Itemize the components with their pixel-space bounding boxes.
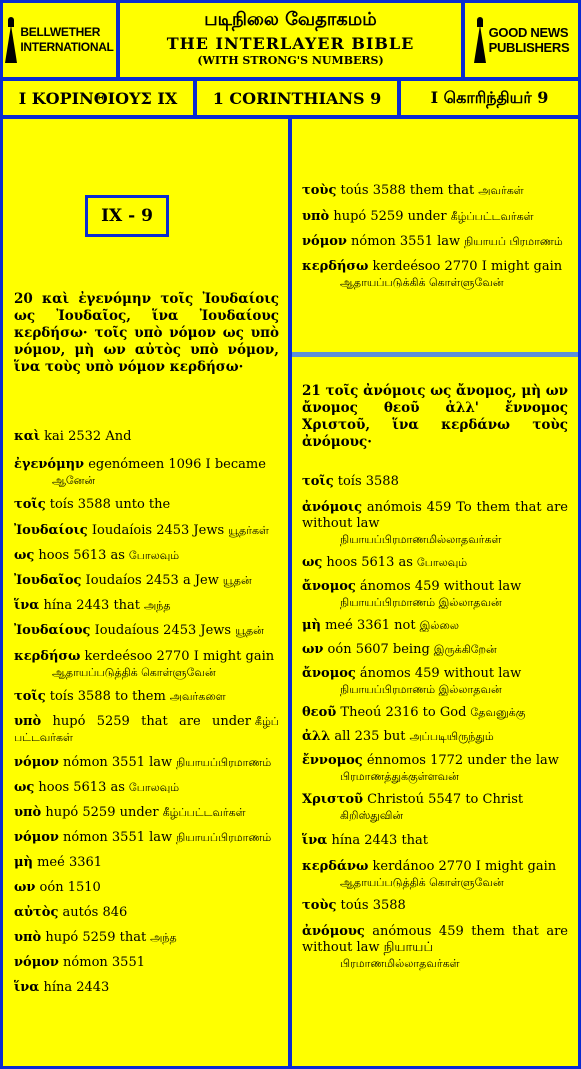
left-logo-line1: BELLWETHER [20,25,101,39]
greek-word: κερδάνω [302,859,369,874]
tamil-gloss: இல்லை [419,619,459,632]
greek-word: ἵνα [14,598,40,613]
transliteration-strongs-gloss: oón 5607 being [323,642,430,657]
transliteration-strongs-gloss: toús 3588 [336,898,406,913]
tamil-gloss: யூதன் [222,574,252,587]
word-entry [14,714,279,746]
transliteration-strongs-gloss: nómon 3551 law [346,234,461,249]
tamil-gloss: அந்த [144,599,171,612]
word-entry [14,598,279,614]
greek-word: ων [14,880,36,895]
greek-word: υπὸ [302,209,330,224]
verse-21-text: 21 τοῖς ἀνόμοις ως ἄνομος, μὴ ων ἄνομος θεοῦ ἀλλ' ἔννομος Χριστοῦ, ἵνα κερδάνω τοὺς ἀνόμους· [302,383,568,450]
tamil-gloss: பிரமாணத்துக்குள்ளவன் [340,770,459,783]
greek-word: ἀλλ [302,729,331,744]
book-english: 1 CORINTHIANS 9 [197,81,397,115]
transliteration-strongs-gloss: all 235 but [330,729,406,744]
transliteration-strongs-gloss: Theoú 2316 to God [336,705,467,720]
tamil-gloss: போலவும் [416,556,468,569]
greek-word: κερδήσω [14,649,81,664]
transliteration-strongs-gloss: Ioudaíos 2453 a Jew [81,573,219,588]
right-logo-line2: PUBLISHERS [488,40,570,55]
greek-word: υπὸ [14,714,42,729]
word-entry [14,780,279,796]
greek-word: ἀνόμους [302,924,365,939]
right-column-bottom [292,357,578,1066]
transliteration-strongs-gloss: kai 2532 And [40,429,132,444]
word-entry [14,830,279,846]
word-entry [14,855,279,871]
word-entry [302,259,568,290]
word-entry [302,209,568,225]
tamil-gloss: நியாயப்பிரமாணம் [176,756,272,769]
left-logo-line2: INTERNATIONAL [20,40,114,54]
tamil-gloss: அந்த [150,931,177,944]
tamil-gloss: அவர்களை [169,690,226,703]
word-entry [14,755,279,771]
book-greek: I ΚΟΡΙΝΘΙΟΥΣ IX [3,81,193,115]
transliteration-strongs-gloss: Ioudaíois 2453 Jews [87,523,225,538]
tamil-gloss: நியாயப்பிரமாணம் இல்லாதவன் [340,683,502,696]
transliteration-strongs-gloss: ánomos 459 without law [355,579,522,594]
tamil-gloss: ஆதாயப்படுத்திக் கொள்ளுவேன் [340,876,504,889]
tamil-gloss: கிறிஸ்துவின் [340,809,404,822]
greek-word: ἵνα [14,980,40,995]
transliteration-strongs-gloss: toús 3588 them that [336,183,475,198]
greek-word: τοὺς [302,898,337,913]
tamil-gloss: இருக்கிறேன் [433,643,497,656]
word-entry [302,833,568,849]
greek-word: τοῖς [14,689,46,704]
word-entry [302,555,568,571]
tamil-gloss: கீழ்ப்பட்டவர்கள் [162,806,246,819]
greek-word: ως [14,548,35,563]
greek-word: ως [14,780,35,795]
transliteration-strongs-gloss: toís 3588 unto the [45,497,171,512]
word-entry [14,805,279,821]
transliteration-strongs-gloss: hupó 5259 under [329,209,447,224]
transliteration-strongs-gloss: egenómeen 1096 I became [84,457,266,472]
tower-icon [474,17,486,63]
word-entry [14,623,279,639]
word-entry [14,880,279,896]
greek-word: νόμον [14,755,59,770]
word-entry [14,980,279,996]
greek-word: τοὺς [302,183,337,198]
transliteration-strongs-gloss: hupó 5259 that are under [41,714,251,729]
word-entry [14,573,279,589]
greek-word: Ἰουδαῖος [14,573,82,588]
word-entry [302,618,568,634]
transliteration-strongs-gloss: oón 1510 [35,880,101,895]
transliteration-strongs-gloss: ánomos 459 without law [355,666,522,681]
greek-word: τοῖς [14,497,46,512]
greek-word: ἵνα [302,833,328,848]
word-entry [302,705,568,721]
word-entry [302,666,568,697]
tamil-gloss: யூதன் [235,624,264,637]
transliteration-strongs-gloss: kerdeésoo 2770 I might gain [80,649,275,664]
greek-word: μὴ [302,618,321,633]
word-entry [302,924,568,971]
transliteration-strongs-gloss: anómois 459 To them that are without law [302,500,568,531]
transliteration-strongs-gloss: meé 3361 not [320,618,416,633]
greek-word: ων [302,642,324,657]
greek-word: θεοῦ [302,705,337,720]
tamil-gloss: யூதர்கள் [228,524,269,537]
greek-word: τοῖς [302,474,334,489]
title-block [120,3,461,77]
tamil-gloss: ஆதாயப்படுத்திக் கொள்ளுவேன் [52,666,216,679]
word-entry [14,497,279,513]
transliteration-strongs-gloss: Christoú 5547 to Christ [363,792,524,807]
transliteration-strongs-gloss: autós 846 [58,905,128,920]
transliteration-strongs-gloss: hína 2443 that [39,598,141,613]
word-entry [14,429,279,445]
verse-20-text: 20 καὶ ἐγενόμην τοῖς Ἰουδαίοις ως Ἰουδαῖος, ἵνα Ἰουδαίους κερδήσω· τοῖς υπὸ νόμον ως υπὸ νόμον, μὴ ων αὐτὸς υπὸ νόμον, ἵνα τοὺς υπὸ νόμον κερδήσω· [14,291,279,375]
word-entry [302,579,568,610]
word-entry [302,859,568,890]
bellwether-logo [3,3,116,77]
transliteration-strongs-gloss: toís 3588 [333,474,399,489]
word-entry [302,792,568,823]
title-tamil: படிநிலை வேதாகமம் [204,9,377,30]
transliteration-strongs-gloss: anómous 459 them that are without law நியாயப் [302,924,568,955]
word-entry [14,548,279,564]
transliteration-strongs-gloss: kerdeésoo 2770 I might gain [368,259,563,274]
word-entry [302,729,568,745]
tamil-gloss: ஆனேன் [52,474,96,487]
transliteration-strongs-gloss: Ioudaíous 2453 Jews [90,623,232,638]
tamil-gloss: கீழ்ப் பட்டவர்கள் [14,715,279,744]
tamil-gloss: ஆதாயப்படுக்கிக் கொள்ளுவேன் [340,276,504,289]
word-entry [14,905,279,921]
word-entry [14,930,279,946]
transliteration-strongs-gloss: nómon 3551 law [58,755,173,770]
tamil-gloss: கீழ்ப்பட்டவர்கள் [450,210,534,223]
greek-word: ἀνόμοις [302,500,363,515]
greek-word: Ἰουδαίοις [14,523,88,538]
greek-word: κερδήσω [302,259,369,274]
tamil-gloss: நியாயப் பிரமாணம் [464,235,563,248]
subtitle: (WITH STRONG'S NUMBERS) [197,54,384,67]
word-entry [14,457,279,488]
transliteration-strongs-gloss: hupó 5259 under [41,805,159,820]
greek-word: ἄνομος [302,666,356,681]
greek-word: νόμον [14,955,59,970]
transliteration-strongs-gloss: kerdánoo 2770 I might gain [368,859,557,874]
transliteration-strongs-gloss: hína 2443 that [327,833,429,848]
book-tamil: I கொரிந்தியர் 9 [401,81,578,115]
greek-word: υπὸ [14,930,42,945]
word-entry [14,955,279,971]
left-column [3,119,288,1066]
word-entry [14,689,279,705]
greek-word: ως [302,555,323,570]
transliteration-strongs-gloss: hoos 5613 as [34,548,125,563]
tamil-gloss: பிரமாணமில்லாதவர்கள் [340,957,460,970]
transliteration-strongs-gloss: hína 2443 [39,980,110,995]
greek-word: ἄνομος [302,579,356,594]
tamil-gloss: போலவும் [128,549,180,562]
word-entry [302,474,568,490]
word-entry [14,649,279,680]
right-logo-line1: GOOD NEWS [488,25,569,40]
word-entry [14,523,279,539]
transliteration-strongs-gloss: hoos 5613 as [34,780,125,795]
tamil-gloss: நியாயப்பிரமாணம் [176,831,272,844]
transliteration-strongs-gloss: énnomos 1772 under the law [362,753,559,768]
word-entry [302,642,568,658]
right-top-entry-list [302,183,568,290]
tamil-gloss: தேவனுக்கு [470,706,526,719]
greek-word: νόμον [302,234,347,249]
transliteration-strongs-gloss: meé 3361 [32,855,103,870]
greek-word: αὐτὸς [14,905,59,920]
greek-word: Χριστοῦ [302,792,364,807]
transliteration-strongs-gloss: nómon 3551 law [58,830,173,845]
greek-word: ἔννομος [302,753,363,768]
left-entry-list [14,429,279,996]
greek-word: υπὸ [14,805,42,820]
word-entry [302,753,568,784]
good-news-logo [465,3,578,77]
right-bottom-entry-list [302,474,568,971]
tamil-gloss: அவர்கள் [478,184,524,197]
tamil-gloss: நியாயப்பிரமாணமில்லாதவர்கள் [340,533,502,546]
title-english: THE INTERLAYER BIBLE [166,34,415,53]
transliteration-strongs-gloss: hupó 5259 that [41,930,147,945]
tamil-gloss: அப்படியிருந்தும் [409,730,494,743]
transliteration-strongs-gloss: toís 3588 to them [45,689,166,704]
greek-word: μὴ [14,855,33,870]
word-entry [302,500,568,547]
tamil-gloss: நியாயப்பிரமாணம் இல்லாதவன் [340,596,502,609]
transliteration-strongs-gloss: nómon 3551 [58,955,145,970]
word-entry [302,234,568,250]
word-entry [302,183,568,199]
greek-word: Ἰουδαίους [14,623,91,638]
right-column-top [292,119,578,352]
tamil-gloss: போலவும் [128,781,180,794]
word-entry [302,898,568,914]
tower-icon [5,17,17,63]
greek-word: καὶ [14,429,41,444]
greek-word: νόμον [14,830,59,845]
transliteration-strongs-gloss: hoos 5613 as [322,555,413,570]
verse-badge: IX - 9 [85,195,169,237]
greek-word: ἐγενόμην [14,457,85,472]
